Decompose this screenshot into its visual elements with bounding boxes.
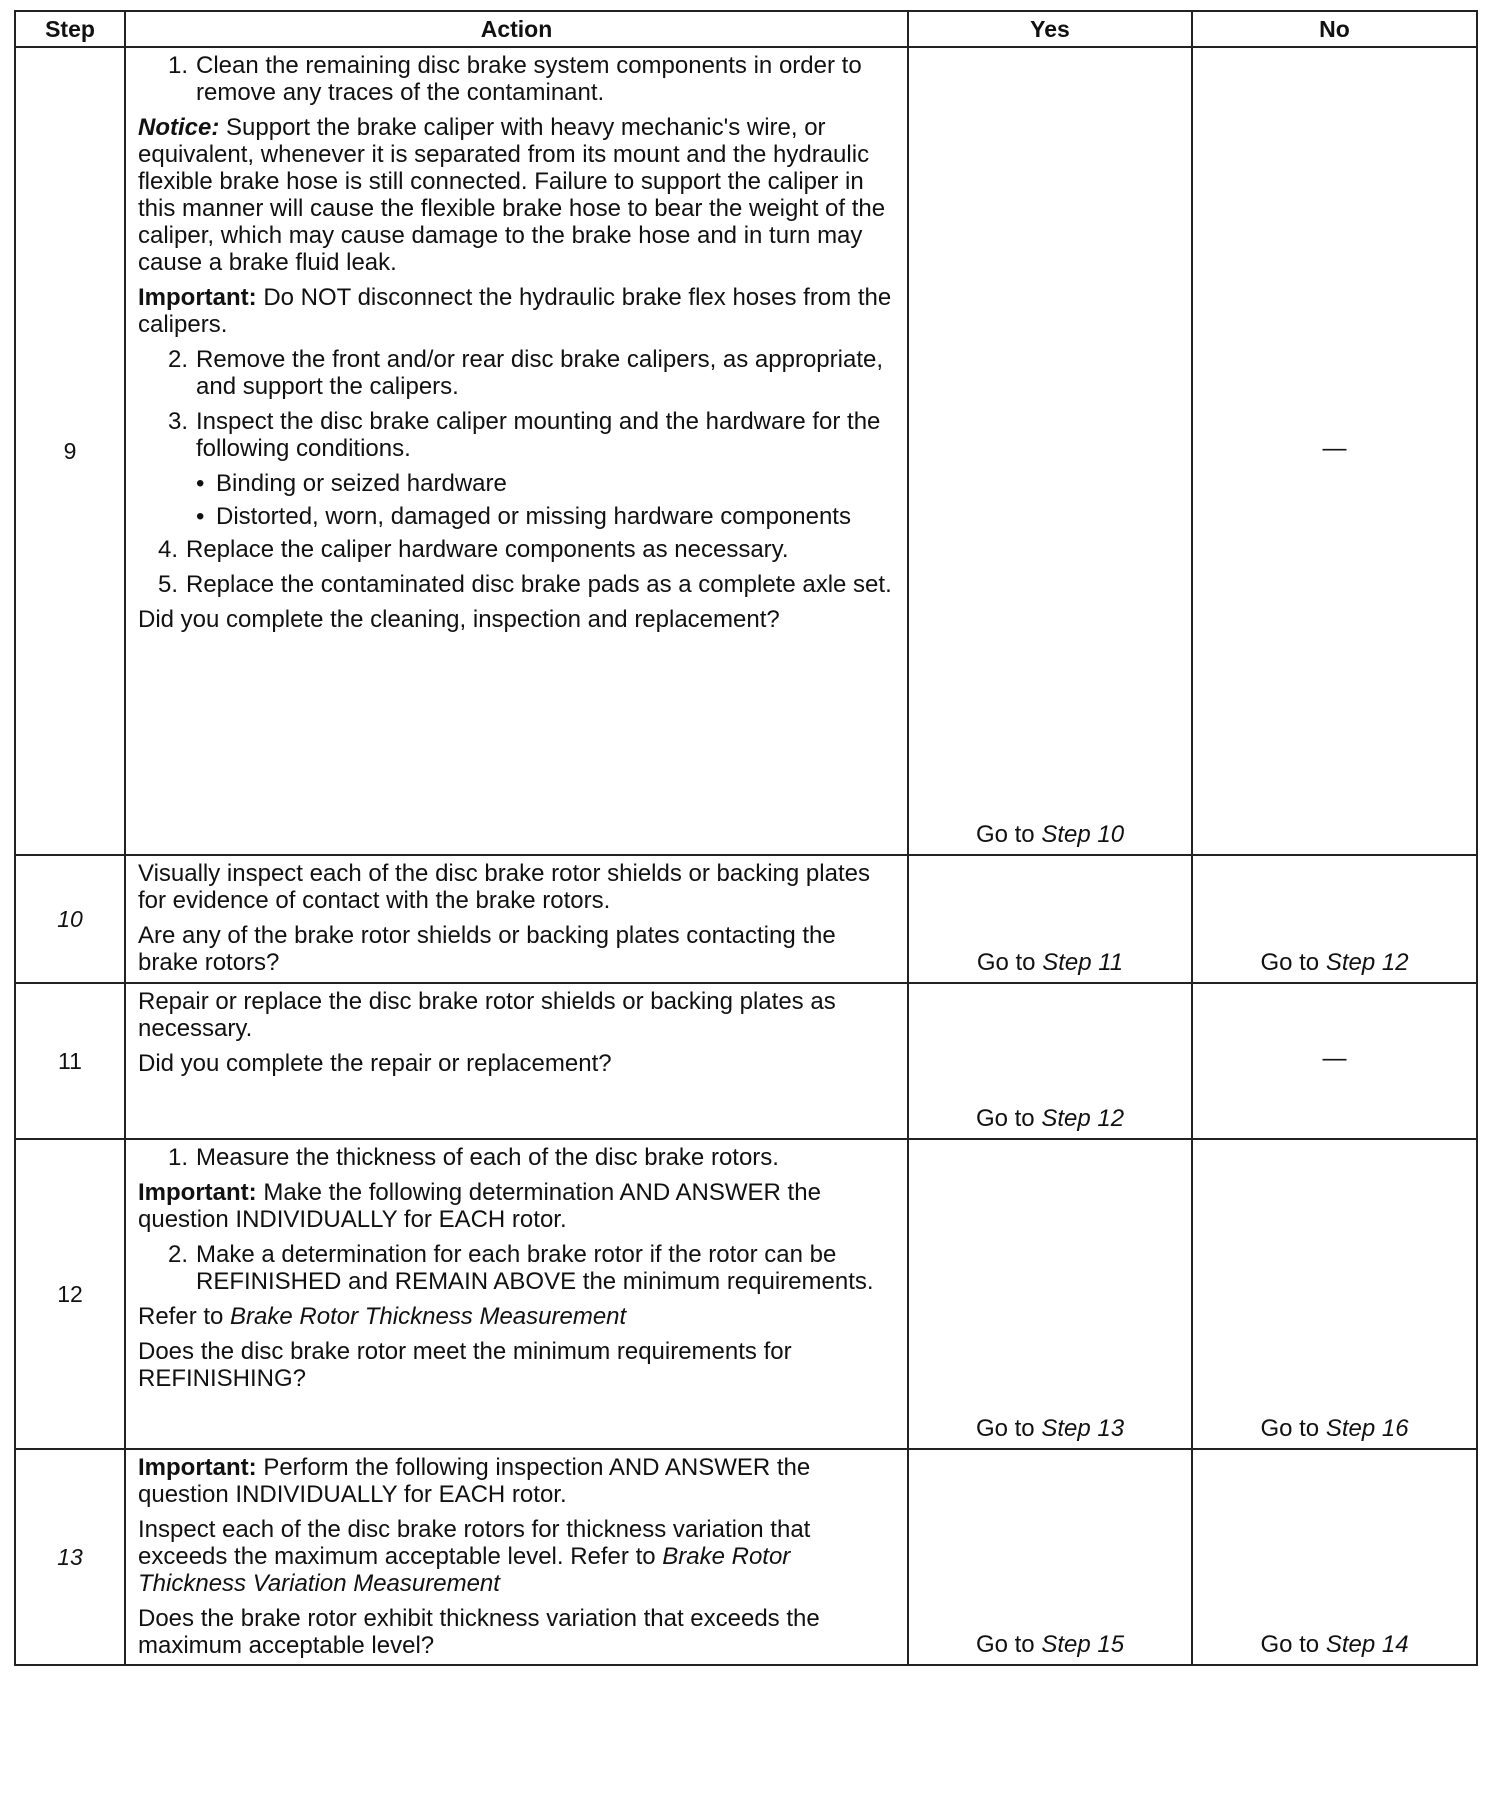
step-number: 9 xyxy=(15,47,125,855)
table-row xyxy=(15,983,1477,1139)
yes-step-link[interactable]: Step 13 xyxy=(1041,1415,1125,1442)
yes-cell xyxy=(908,1139,1192,1449)
item-number: 1. xyxy=(167,52,188,79)
bullet-item xyxy=(196,503,897,530)
item-text: Remove the front and/or rear disc brake calipers, as appropriate, and support the calipers. xyxy=(196,346,884,400)
yes-prefix: Go to xyxy=(975,1631,1042,1658)
yes-cell xyxy=(908,855,1192,983)
step-number: 12 xyxy=(15,1139,125,1449)
no-cell xyxy=(1192,1139,1477,1449)
table-row xyxy=(15,1139,1477,1449)
header-no: No xyxy=(1192,11,1477,47)
diagnostic-table xyxy=(14,10,1478,1666)
item-text: Replace the caliper hardware components as necessary. xyxy=(186,536,789,563)
step-number: 11 xyxy=(15,983,125,1139)
yes-cell xyxy=(908,47,1192,855)
action-cell xyxy=(125,855,908,983)
question-text: Are any of the brake rotor shields or backing plates contacting the brake rotors? xyxy=(138,922,836,976)
dash-text: — xyxy=(1322,435,1347,462)
yes-cell xyxy=(908,983,1192,1139)
reference-link[interactable]: Brake Rotor Thickness Measurement xyxy=(230,1303,627,1330)
important-paragraph xyxy=(138,284,897,338)
list-item xyxy=(138,536,897,563)
no-step-link[interactable]: Step 12 xyxy=(1325,949,1409,976)
bullet-icon: • xyxy=(196,503,205,530)
item-text: Inspect the disc brake caliper mounting and the hardware for the following conditions. xyxy=(196,408,881,462)
list-item xyxy=(138,408,897,462)
reference-prefix: Refer to xyxy=(138,1303,231,1330)
reference-paragraph xyxy=(138,1303,897,1330)
step-number: 13 xyxy=(15,1449,125,1665)
item-number: 5. xyxy=(157,571,178,598)
notice-paragraph xyxy=(138,114,897,276)
yes-step-link[interactable]: Step 10 xyxy=(1041,821,1125,848)
yes-cell xyxy=(908,1449,1192,1665)
list-item xyxy=(138,52,897,106)
important-text: Do NOT disconnect the hydraulic brake flex hoses from the calipers. xyxy=(138,284,892,338)
action-cell xyxy=(125,47,908,855)
notice-text: Support the brake caliper with heavy mechanic's wire, or equivalent, whenever it is separated from its mount and the hydraulic flexible brake hose is still connected. Failure to support the caliper in this manner will cause the flexible brake hose to bear the weight of the caliper, which may cause damage to the brake hose and in turn may cause a brake fluid leak. xyxy=(138,114,886,276)
action-cell xyxy=(125,983,908,1139)
header-step: Step xyxy=(15,11,125,47)
table-row xyxy=(15,855,1477,983)
item-number: 3. xyxy=(167,408,188,435)
list-item xyxy=(138,346,897,400)
important-text: Perform the following inspection AND ANSWER the question INDIVIDUALLY for EACH rotor. xyxy=(138,1454,811,1508)
header-row xyxy=(15,11,1477,47)
reference-link[interactable]: Brake Rotor Thickness Variation Measurement xyxy=(138,1543,791,1597)
no-step-link[interactable]: Step 16 xyxy=(1325,1415,1409,1442)
bullet-text: Binding or seized hardware xyxy=(216,470,507,497)
item-text: Measure the thickness of each of the disc brake rotors. xyxy=(196,1144,779,1171)
no-prefix: Go to xyxy=(1260,1415,1326,1442)
important-paragraph xyxy=(138,1179,897,1233)
bullet-item xyxy=(196,470,897,497)
list-item xyxy=(138,1144,897,1171)
action-cell xyxy=(125,1449,908,1665)
item-text: Replace the contaminated disc brake pads as a complete axle set. xyxy=(186,571,892,598)
list-item xyxy=(138,1241,897,1295)
table-row xyxy=(15,47,1477,855)
question-text: Does the brake rotor exhibit thickness variation that exceeds the maximum acceptable level? xyxy=(138,1605,820,1659)
no-prefix: Go to xyxy=(1260,949,1326,976)
bullet-text: Distorted, worn, damaged or missing hardware components xyxy=(216,503,851,530)
notice-label: Notice: xyxy=(138,114,220,141)
reference-prefix: Inspect each of the disc brake rotors for thickness variation that exceeds the maximum acceptable level. Refer to xyxy=(138,1516,811,1570)
item-number: 2. xyxy=(167,346,188,373)
yes-prefix: Go to xyxy=(976,949,1043,976)
item-number: 1. xyxy=(167,1144,188,1171)
item-number: 4. xyxy=(157,536,178,563)
important-paragraph xyxy=(138,1454,897,1508)
no-prefix: Go to xyxy=(1260,1631,1326,1658)
action-cell xyxy=(125,1139,908,1449)
header-action: Action xyxy=(125,11,908,47)
no-cell xyxy=(1192,983,1477,1139)
yes-step-link[interactable]: Step 11 xyxy=(1042,949,1124,976)
important-label: Important: xyxy=(138,1454,257,1481)
item-text: Clean the remaining disc brake system components in order to remove any traces of the contaminant. xyxy=(196,52,862,106)
no-cell xyxy=(1192,855,1477,983)
header-yes: Yes xyxy=(908,11,1192,47)
reference-paragraph xyxy=(138,1516,897,1597)
yes-prefix: Go to xyxy=(975,1105,1042,1132)
dash-text: — xyxy=(1322,1045,1347,1072)
action-paragraph: Visually inspect each of the disc brake rotor shields or backing plates for evidence of contact with the brake rotors. xyxy=(138,860,870,914)
question-text: Did you complete the cleaning, inspection and replacement? xyxy=(138,606,780,633)
question-text: Does the disc brake rotor meet the minimum requirements for REFINISHING? xyxy=(138,1338,792,1392)
no-cell xyxy=(1192,1449,1477,1665)
yes-step-link[interactable]: Step 12 xyxy=(1041,1105,1125,1132)
action-paragraph: Repair or replace the disc brake rotor shields or backing plates as necessary. xyxy=(138,988,836,1042)
list-item xyxy=(138,571,897,598)
bullet-icon: • xyxy=(196,470,205,497)
yes-step-link[interactable]: Step 15 xyxy=(1041,1631,1125,1658)
important-label: Important: xyxy=(138,1179,257,1206)
no-step-link[interactable]: Step 14 xyxy=(1325,1631,1409,1658)
important-text: Make the following determination AND ANSWER the question INDIVIDUALLY for EACH rotor. xyxy=(138,1179,821,1233)
yes-prefix: Go to xyxy=(975,1415,1042,1442)
question-text: Did you complete the repair or replacement? xyxy=(138,1050,612,1077)
important-label: Important: xyxy=(138,284,257,311)
step-number: 10 xyxy=(15,855,125,983)
item-number: 2. xyxy=(167,1241,188,1268)
item-text: Make a determination for each brake rotor if the rotor can be REFINISHED and REMAIN ABOVE the minimum requirements. xyxy=(196,1241,874,1295)
table-row xyxy=(15,1449,1477,1665)
yes-prefix: Go to xyxy=(975,821,1042,848)
no-cell xyxy=(1192,47,1477,855)
